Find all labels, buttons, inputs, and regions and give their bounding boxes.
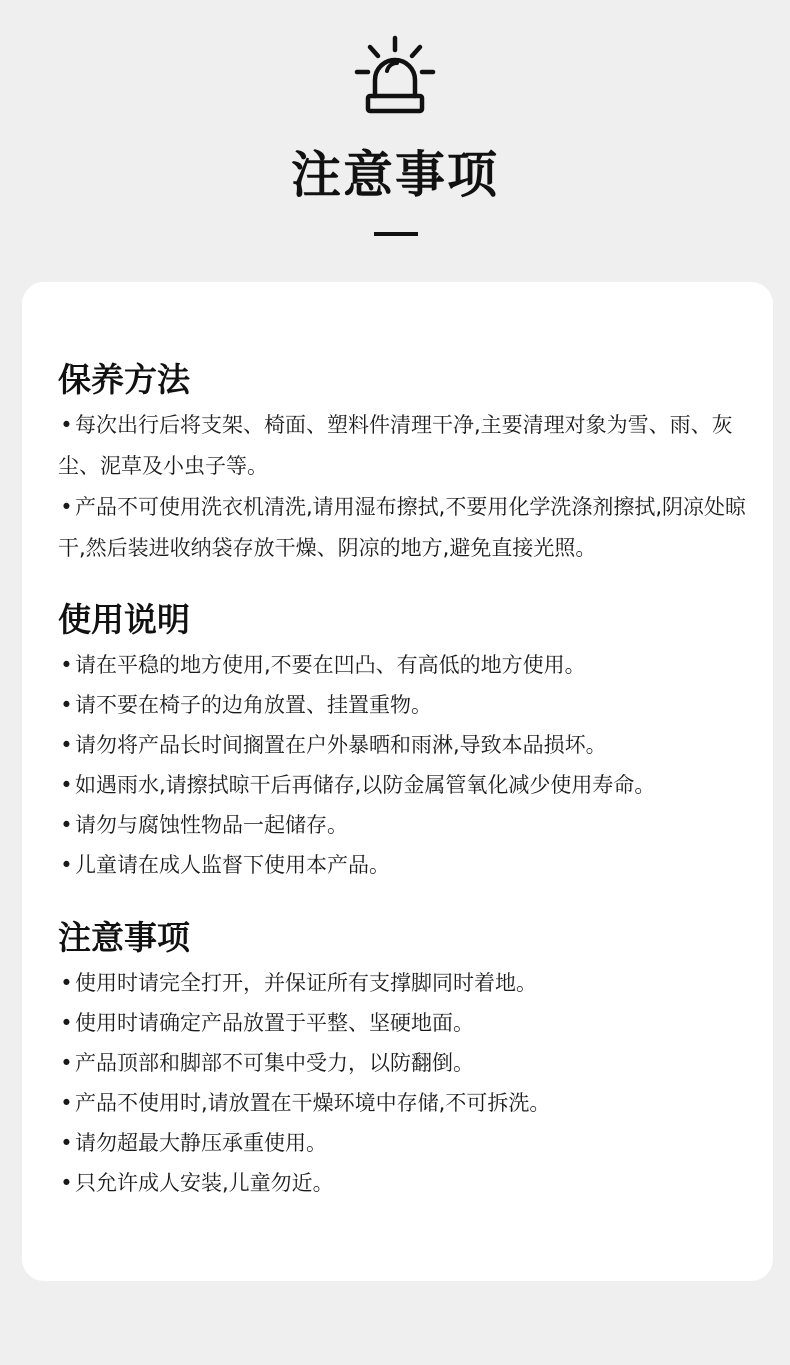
list-item: • 请勿超最大静压承重使用。	[60, 1131, 327, 1155]
list-item: • 产品顶部和脚部不可集中受力，以防翻倒。	[60, 1051, 474, 1075]
section-heading-maintenance: 保养方法	[58, 360, 190, 399]
list-item: • 如遇雨水,请擦拭晾干后再储存,以防金属管氧化减少使用寿命。	[60, 773, 656, 797]
list-item: • 请在平稳的地方使用,不要在凹凸、有高低的地方使用。	[60, 653, 586, 677]
list-item: • 使用时请完全打开，并保证所有支撑脚同时着地。	[60, 971, 537, 995]
list-item: • 儿童请在成人监督下使用本产品。	[60, 853, 390, 877]
list-item: • 请勿与腐蚀性物品一起储存。	[60, 813, 348, 837]
section-heading-instructions: 使用说明	[58, 600, 190, 639]
section-instructions	[58, 598, 763, 885]
title-underline	[374, 232, 418, 236]
list-item: • 每次出行后将支架、椅面、塑料件清理干净,主要清理对象为雪、雨、灰尘、泥草及小虫子等。	[58, 413, 733, 478]
list-item: • 请勿将产品长时间搁置在户外暴晒和雨淋,导致本品损坏。	[60, 733, 607, 757]
list-item: • 使用时请确定产品放置于平整、坚硬地面。	[60, 1011, 474, 1035]
list-item: • 只允许成人安装,儿童勿近。	[60, 1171, 334, 1195]
page-title: 注意事项	[291, 146, 499, 204]
section-heading-precautions: 注意事项	[58, 918, 190, 957]
alarm-light-icon	[353, 34, 437, 116]
section-maintenance	[58, 358, 763, 569]
list-item: • 产品不可使用洗衣机清洗,请用湿布擦拭,不要用化学洗涤剂擦拭,阴凉处晾干,然后装进收纳袋存放干燥、阴凉的地方,避免直接光照。	[58, 495, 747, 560]
list-item: • 请不要在椅子的边角放置、挂置重物。	[60, 693, 432, 717]
section-precautions	[58, 916, 763, 1203]
list-item: • 产品不使用时,请放置在干燥环境中存储,不可拆洗。	[60, 1091, 551, 1115]
